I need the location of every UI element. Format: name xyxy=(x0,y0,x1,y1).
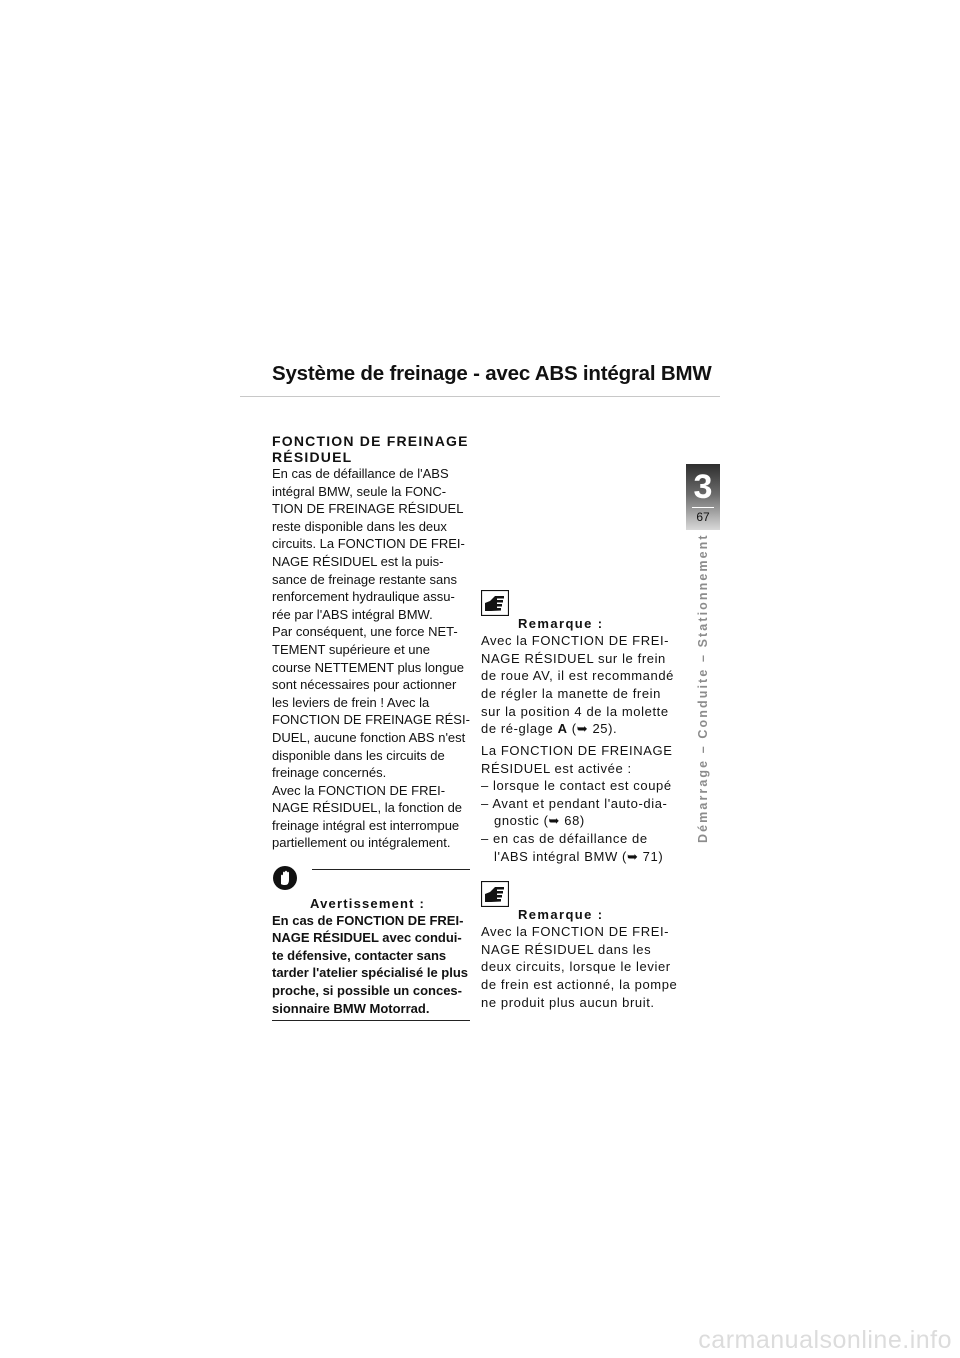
activation-intro: La FONCTION DE FREINAGE RÉSIDUEL est activée : xyxy=(481,743,673,776)
body-paragraph: Avec la FONCTION DE FREI-NAGE RÉSIDUEL, la fonction de freinage intégral est interrompue partiellement ou intégralement. xyxy=(272,782,463,851)
activation-block xyxy=(481,742,679,865)
warning-box xyxy=(272,864,470,1021)
body-paragraph: Par conséquent, une force NET-TEMENT supérieure et une course NETTEMENT plus longue sont nécessaires pour actionner les leviers de frein ! Avec la FONCTION DE FREINAGE RÉSI-DUEL, aucune fonction ABS n'est disponible dans les circuits de freinage concernés. xyxy=(272,624,470,781)
page-title: Système de freinage - avec ABS intégral BMW xyxy=(272,362,712,385)
left-column xyxy=(272,433,470,1021)
pointing-hand-icon xyxy=(481,881,509,907)
title-divider xyxy=(240,396,720,397)
warning-top-rule xyxy=(312,869,470,870)
reference-arrow-icon: ➥ xyxy=(576,721,589,737)
chapter-divider xyxy=(692,507,714,508)
note-title: Remarque : xyxy=(518,906,604,922)
activation-list xyxy=(481,777,679,865)
note-title: Remarque : xyxy=(518,615,604,631)
note-block xyxy=(481,590,679,738)
side-section-label: Démarrage – Conduite – Stationnement xyxy=(696,533,710,843)
list-item: – Avant et pendant l'auto-dia-gnostic (➥ 68) xyxy=(481,795,668,829)
list-item: – lorsque le contact est coupé xyxy=(481,778,672,794)
warning-text: En cas de FONCTION DE FREI-NAGE RÉSIDUEL avec condui-te défensive, contacter sans tarder l'atelier spécialisé le plus proche, si possible un conces-sionnaire BMW Motorrad. xyxy=(272,912,470,1022)
pointing-hand-icon xyxy=(481,590,509,616)
list-item: – en cas de défaillance de l'ABS intégral BMW (➥ 71) xyxy=(481,830,664,864)
chapter-number: 3 xyxy=(693,468,713,506)
warning-title: Avertissement : xyxy=(310,895,426,911)
watermark: carmanualsonline.info xyxy=(698,1326,952,1354)
note-text: Avec la FONCTION DE FREI-NAGE RÉSIDUEL dans les deux circuits, lorsque le levier de frein est actionné, la pompe ne produit plus aucun bruit. xyxy=(481,924,678,1010)
hand-stop-icon xyxy=(273,866,297,890)
note-block xyxy=(481,881,679,1011)
body-paragraph: En cas de défaillance de l'ABS intégral BMW, seule la FONC-TION DE FREINAGE RÉSIDUEL reste disponible dans les deux circuits. La FONCTION DE FREI-NAGE RÉSIDUEL est la puis-sance de freinage restante sans renforcement hydraulique assu-rée par l'ABS intégral BMW. xyxy=(272,466,465,622)
note-text: Avec la FONCTION DE FREI-NAGE RÉSIDUEL sur le frein de roue AV, il est recommandé de régler la manette de frein sur la position 4 de la molette de ré-glage A (➥ 25). xyxy=(481,633,675,737)
bold-letter: A xyxy=(557,721,568,737)
section-heading: FONCTION DE FREINAGE RÉSIDUEL xyxy=(272,433,469,465)
page-number: 67 xyxy=(696,510,710,524)
chapter-tab xyxy=(686,464,720,530)
